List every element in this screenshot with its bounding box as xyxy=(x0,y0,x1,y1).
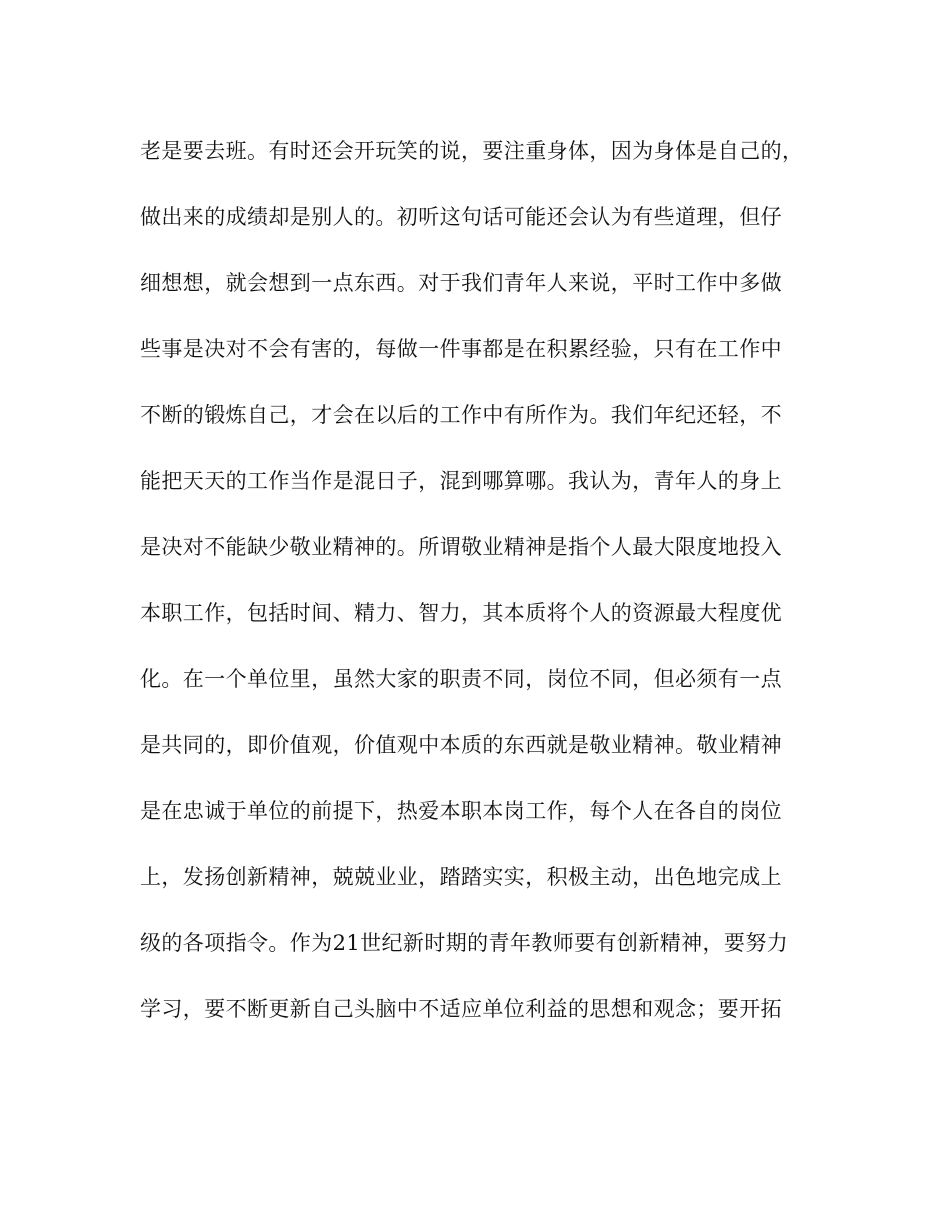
text-line: 细想想，就会想到一点东西。对于我们青年人来说，平时工作中多做 xyxy=(140,271,782,295)
text-line: 学习，要不断更新自己头脑中不适应单位利益的思想和观念；要开拓 xyxy=(140,997,782,1021)
text-line: 化。在一个单位里，虽然大家的职责不同，岗位不同，但必须有一点 xyxy=(140,667,782,691)
text-line: 是在忠诚于单位的前提下，热爱本职本岗工作，每个人在各自的岗位 xyxy=(140,799,782,823)
text-line: 是共同的，即价值观，价值观中本质的东西就是敬业精神。敬业精神 xyxy=(140,733,782,757)
text-line: 是决对不能缺少敬业精神的。所谓敬业精神是指个人最大限度地投入 xyxy=(140,535,782,559)
text-line: 能把天天的工作当作是混日子，混到哪算哪。我认为，青年人的身上 xyxy=(140,469,782,493)
text-line: 做出来的成绩却是别人的。初听这句话可能还会认为有些道理，但仔 xyxy=(140,205,782,229)
text-line: 不断的锻炼自己，才会在以后的工作中有所作为。我们年纪还轻，不 xyxy=(140,403,782,427)
body-paragraph xyxy=(140,118,820,1042)
text-line: 级的各项指令。作为21世纪新时期的青年教师要有创新精神，要努力 xyxy=(140,931,789,955)
text-line: 上，发扬创新精神，兢兢业业，踏踏实实，积极主动，出色地完成上 xyxy=(140,865,782,889)
text-line: 些事是决对不会有害的，每做一件事都是在积累经验，只有在工作中 xyxy=(140,337,782,361)
text-line: 老是要去班。有时还会开玩笑的说，要注重身体，因为身体是自己的， xyxy=(140,139,804,163)
text-line: 本职工作，包括时间、精力、智力，其本质将个人的资源最大程度优 xyxy=(140,601,782,625)
